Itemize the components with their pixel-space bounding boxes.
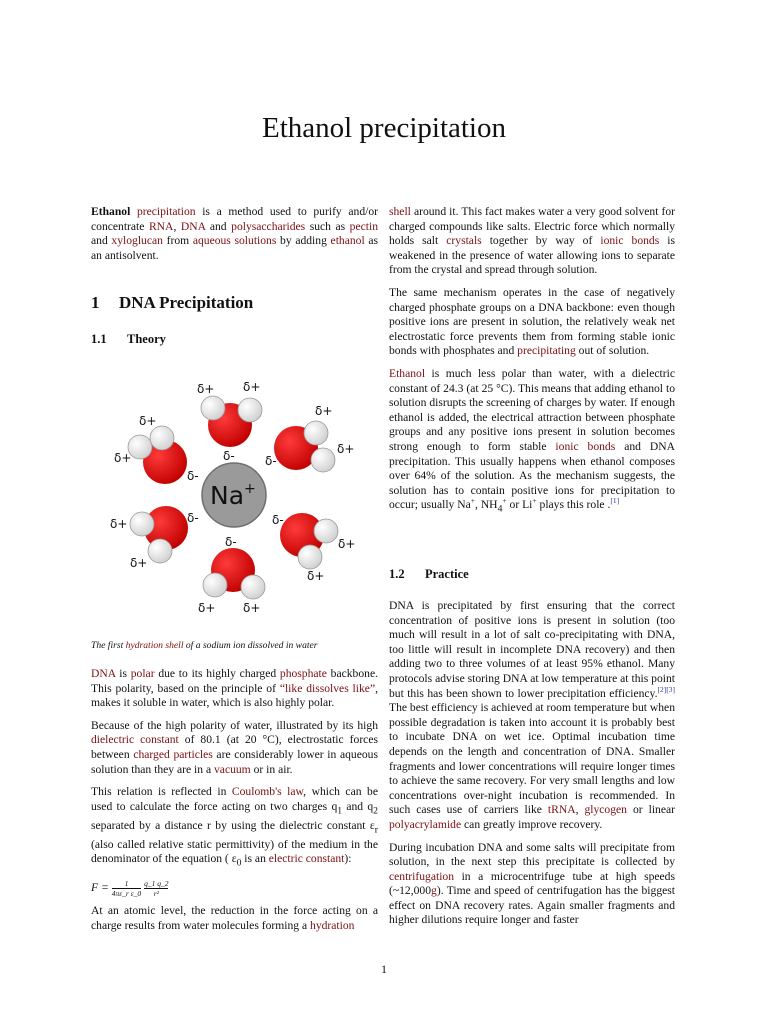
link-phosphate[interactable]: phosphate: [279, 667, 327, 680]
hydrogen-atom: [150, 426, 174, 450]
sodium-ion-label: Na+: [210, 481, 256, 510]
coulomb-formula: [91, 879, 378, 898]
delta-plus-label: δ+: [307, 569, 325, 583]
mechanism-text-1: The same mechanism operates in the case of negatively charged phosphate groups on a DNA backbone: even though positive ions are present in solution, the relatively weak net electrostatic force prevents them from forming stable ionic bonds with phosphates and: [389, 285, 675, 358]
intro-text-7: by adding: [276, 234, 331, 248]
paragraph-coulomb: [91, 785, 378, 871]
atomic-text-3: together by way of: [481, 234, 601, 248]
link-hydration-shell[interactable]: hydration shell: [125, 640, 184, 651]
coulomb-text-5: (also called relative static permittivity) of the medium in the denominator of the equation ( ε: [91, 837, 378, 866]
link-polar[interactable]: polar: [130, 667, 155, 680]
water-molecule: [201, 396, 262, 447]
delta-plus-label: δ+: [110, 517, 128, 531]
delta-minus-label: δ-: [223, 449, 235, 463]
incubation-text-2: in a microcentrifuge tube at high speeds (~12,000: [389, 869, 675, 898]
subsection-heading-theory: [91, 332, 166, 347]
delta-minus-label: δ-: [187, 469, 199, 483]
delta-plus-label: δ+: [315, 404, 333, 418]
citation-1[interactable]: [1]: [610, 496, 620, 506]
practice-text-5: can greatly improve recovery.: [461, 817, 603, 831]
paragraph-mechanism: [389, 286, 675, 359]
ethanol-sub-4: 4: [497, 503, 503, 515]
link-like-dissolves-like[interactable]: “like dissolves like”: [279, 681, 376, 695]
hydrogen-atom: [203, 573, 227, 597]
coulomb-text-1: This relation is reflected in: [91, 785, 232, 799]
polarity-text-4: , makes it soluble in water, which is also highly polar.: [91, 681, 378, 710]
coulomb-sub-1: 1: [337, 805, 343, 817]
coulomb-text-3: and q: [342, 799, 374, 813]
formula-fraction-2: [144, 879, 168, 898]
ethanol-text-4: or Li: [506, 498, 533, 512]
intro-text-1: is a method used to purify and/or concentrate: [91, 205, 378, 233]
intro-text-3: and: [205, 219, 232, 233]
right-column-lower: [389, 599, 675, 936]
dielectric-text-3: are considerably lower in aqueous solution than they are in a: [91, 747, 378, 776]
page-number: 1: [381, 962, 387, 976]
hydrogen-atom: [130, 512, 154, 536]
water-molecule: [280, 513, 338, 569]
coulomb-text-2: , which can be used to calculate the force acting on two charges q: [91, 785, 378, 813]
link-charged-particles[interactable]: charged particles: [133, 747, 213, 761]
hydrogen-atom: [201, 396, 225, 420]
link-shell[interactable]: shell: [389, 205, 411, 218]
hydrogen-atom: [314, 519, 338, 543]
paragraph-ethanol: [389, 367, 675, 517]
subsection-number: 1.1: [91, 332, 107, 346]
intro-paragraph: [91, 205, 378, 263]
water-molecule: [274, 421, 335, 472]
delta-minus-label: δ-: [265, 454, 277, 468]
paragraph-polarity: [91, 667, 378, 711]
section-heading-dna-precipitation: [91, 293, 253, 313]
subsection-title: Theory: [127, 332, 166, 346]
intro-text-6: from: [162, 234, 193, 248]
link-glycogen[interactable]: glycogen: [584, 803, 627, 817]
link-electric-constant[interactable]: electric constant: [268, 852, 345, 866]
ethanol-text-1: is much less polar than water, with a dielectric constant of 24.3 (at 25 °C). This means that adding ethanol to solution disrupts the screening of charges by water. If enough ethanol is added, the electrical attraction between phosphate groups and any positive ions present in solution becomes strong enough to form stable: [389, 366, 675, 453]
intro-text-5: and: [91, 234, 112, 248]
paragraph-atomic-level: [91, 904, 378, 933]
ethanol-text-3: , NH: [475, 498, 498, 512]
hydrogen-atom: [311, 448, 335, 472]
caption-text-1: The first: [91, 640, 126, 651]
delta-plus-label: δ+: [130, 556, 148, 570]
atomic-text-2: around it. This fact makes water a very good solvent for charged compounds like salts. Electric force which normally holds salt: [389, 205, 675, 248]
link-hydration[interactable]: hydration: [310, 918, 355, 932]
link-ethanol[interactable]: ethanol: [330, 234, 365, 248]
link-centrifugation[interactable]: centrifugation: [389, 869, 455, 883]
paragraph-atomic-continued: [389, 205, 675, 278]
right-column: [389, 205, 675, 525]
caption-text-2: of a sodium ion dissolved in water: [183, 640, 318, 651]
practice-text-1: DNA is precipitated by first ensuring that the correct concentration of positive ions is present in solution (too much will result in a lot of salt co-precipitating with DNA, too little will result in incomplete DNA recovery) and then adding two to three volumes of at least 95% ethanol. Many protocols advise storing DNA at low temperature at this point but this has been shown to lower precipitation efficiency.: [389, 599, 675, 700]
link-dna[interactable]: DNA: [180, 219, 206, 233]
figure-caption: [91, 640, 381, 651]
page-title: Ethanol precipitation: [261, 112, 506, 144]
hydrogen-atom: [241, 575, 265, 599]
polarity-text-2: due to its highly charged: [154, 667, 280, 680]
dielectric-text-1: Because of the high polarity of water, illustrated by its high: [91, 718, 378, 732]
dielectric-text-2: of 80.1 (at 20 °C), electrostatic forces between: [91, 733, 378, 761]
delta-plus-label: δ+: [243, 601, 261, 615]
atomic-text-1: At an atomic level, the reduction in the force acting on a charge results from water molecules forming a: [91, 904, 378, 932]
water-molecule: [128, 426, 187, 484]
hydrogen-atom: [238, 398, 262, 422]
link-xyloglucan[interactable]: xyloglucan: [111, 234, 163, 248]
hydrogen-atom: [148, 539, 172, 563]
link-g-force[interactable]: g: [431, 884, 437, 898]
formula-den-2: r²: [144, 888, 168, 898]
water-molecule: [203, 548, 265, 599]
delta-plus-label: δ+: [243, 380, 261, 394]
link-rna[interactable]: RNA: [148, 219, 174, 233]
paragraph-incubation: [389, 841, 675, 929]
link-trna[interactable]: tRNA: [547, 803, 576, 817]
hydrogen-atom: [304, 421, 328, 445]
paragraph-practice: [389, 599, 675, 833]
subsection-number-2: 1.2: [389, 567, 405, 581]
hydrogen-atom: [298, 545, 322, 569]
delta-minus-label: δ-: [225, 535, 237, 549]
subsection-title-2: Practice: [425, 567, 469, 581]
link-crystals[interactable]: crystals: [446, 234, 482, 248]
formula-num-2: q_1 q_2: [144, 879, 169, 889]
coulomb-text-7: ):: [344, 852, 352, 866]
practice-text-3: ,: [575, 803, 585, 817]
link-pectin[interactable]: pectin: [349, 219, 378, 233]
link-precipitation[interactable]: precipitation: [136, 205, 196, 218]
section-number: 1: [91, 293, 100, 312]
link-precipitating[interactable]: precipitating: [517, 344, 576, 358]
formula-den-1: 4πε_r ε_0: [111, 889, 142, 899]
link-dna-2[interactable]: DNA: [91, 667, 116, 680]
link-ionic-bonds-2[interactable]: ionic bonds: [555, 439, 616, 453]
delta-plus-label: δ+: [337, 442, 355, 456]
coulomb-sub-r: r: [374, 823, 378, 835]
link-ionic-bonds[interactable]: ionic bonds: [600, 234, 660, 248]
mechanism-text-2: out of solution.: [575, 344, 650, 358]
intro-text-8: as an antisolvent.: [91, 234, 379, 262]
delta-plus-label: δ+: [139, 414, 157, 428]
citation-2-3[interactable]: [2][3]: [657, 684, 675, 694]
polarity-text-3: backbone. This polarity, based on the principle of: [91, 667, 378, 695]
dielectric-text-4: or in air.: [250, 762, 293, 776]
ethanol-sup-3: +: [532, 496, 537, 506]
formula-lhs: F =: [91, 881, 109, 895]
water-molecule: [130, 506, 188, 563]
polarity-text-1: is: [115, 667, 131, 680]
delta-minus-label: δ-: [272, 513, 284, 527]
link-polyacrylamide[interactable]: polyacrylamide: [389, 817, 462, 831]
link-coulombs-law[interactable]: Coulomb's law: [231, 785, 304, 799]
ethanol-sup-1: +: [470, 496, 476, 506]
section-title: DNA Precipitation: [119, 293, 254, 312]
formula-fraction-1: [112, 879, 141, 898]
intro-bold: Ethanol: [91, 205, 131, 218]
link-polysaccharides[interactable]: polysaccharides: [231, 219, 306, 233]
coulomb-sub-0: 0: [236, 857, 242, 869]
link-ethanol-2[interactable]: Ethanol: [389, 366, 426, 380]
paragraph-dielectric: [91, 719, 378, 777]
intro-text-2: ,: [173, 219, 181, 233]
coulomb-sub-2: 2: [373, 805, 378, 817]
coulomb-text-6: is an: [241, 852, 269, 866]
left-column-lower: [91, 667, 378, 941]
intro-text-4: such as: [305, 219, 350, 233]
delta-plus-label: δ+: [198, 601, 216, 615]
delta-plus-label: δ+: [197, 382, 215, 396]
ethanol-text-2: and DNA precipitation. This usually happens when ethanol composes over 64% of the solution. As the mechanism suggests, the solution has to contain positive ions for precipitation to occur; usually Na: [389, 439, 675, 512]
coulomb-text-4: separated by a distance r by using the dielectric constant ε: [91, 818, 375, 832]
incubation-text-1: During incubation DNA and some salts will precipitate from solution, in the next step this precipitate is collected by: [389, 840, 675, 869]
delta-minus-label: δ-: [187, 511, 199, 525]
delta-plus-label: δ+: [114, 451, 132, 465]
ethanol-sup-2: +: [502, 496, 507, 506]
link-aqueous-solutions[interactable]: aqueous solutions: [192, 234, 277, 248]
ethanol-text-5: plays this role .: [536, 498, 611, 512]
hydration-shell-figure: [100, 370, 380, 620]
formula-num-1: 1: [124, 879, 129, 889]
delta-plus-label: δ+: [338, 537, 356, 551]
hydrogen-atom: [128, 435, 152, 459]
atomic-text-4: is weakened in the presence of water allowing ions to separate from the crystal and spread through solution.: [389, 234, 676, 277]
subsection-heading-practice: [389, 567, 469, 582]
left-column: [91, 205, 378, 271]
practice-text-2: The best efficiency is achieved at room temperature but when possible degradation is taken into account it is probably best to incubate DNA on wet ice. Optimal incubation time depends on the length and concentration of DNA. Smaller fragments and lower concentrations will require longer times to achieve the same recovery. For very small lengths and low concentrations over-night incubation is recommended. In such cases use of carriers like: [389, 701, 675, 817]
incubation-text-3: ). Time and speed of centrifugation has the biggest effect on DNA recovery rates. Again smaller fragments and higher dilutions require longer and faster: [389, 884, 675, 927]
link-dielectric-constant[interactable]: dielectric constant: [91, 733, 179, 747]
practice-text-4: or linear: [626, 803, 675, 817]
link-vacuum[interactable]: vacuum: [214, 762, 251, 776]
